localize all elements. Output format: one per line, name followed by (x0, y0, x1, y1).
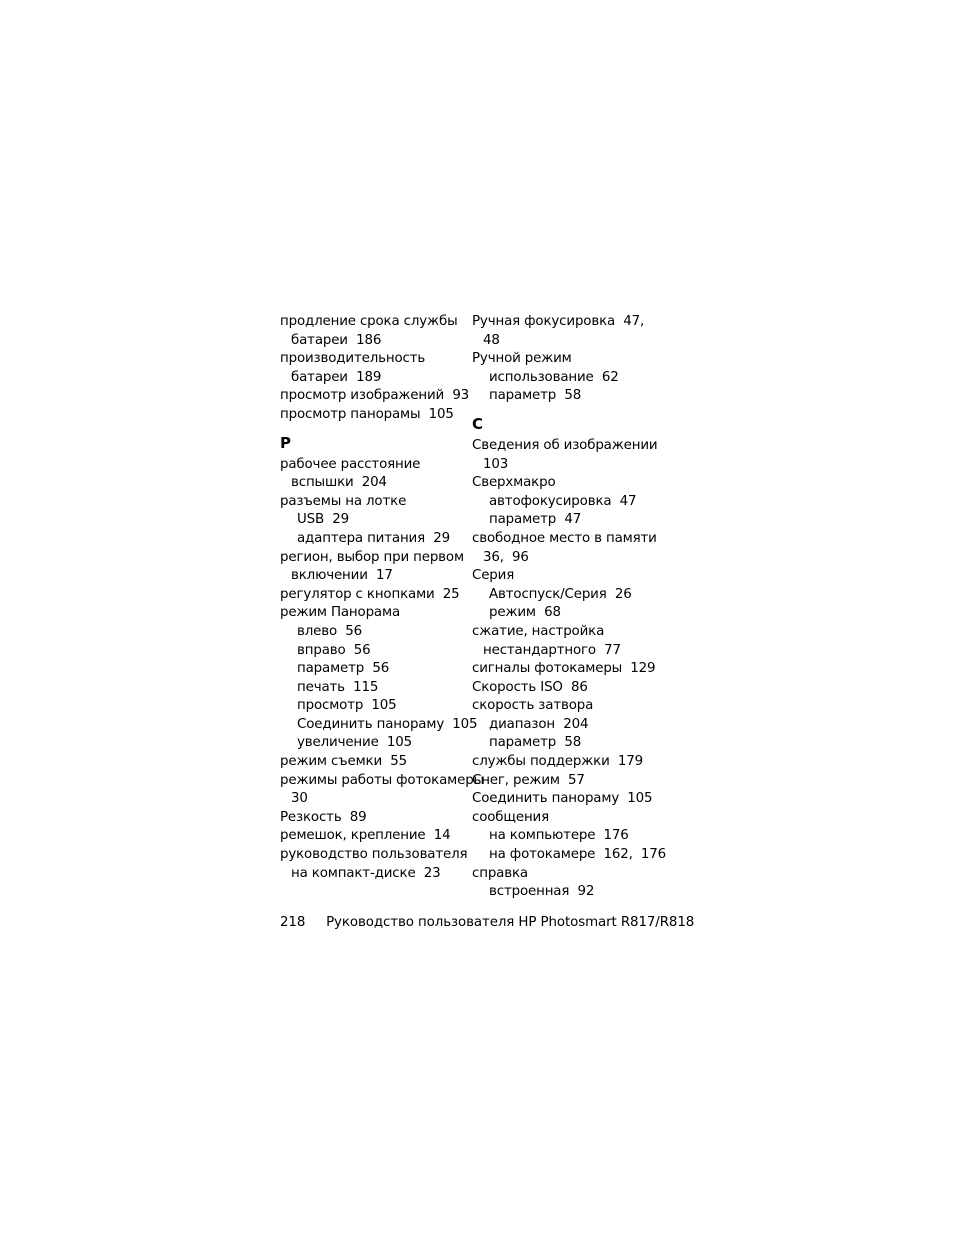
index-subentry: влево 56 (297, 623, 362, 639)
index-entry: разъемы на лотке (280, 493, 407, 509)
index-subentry: вспышки 204 (291, 475, 387, 491)
index-letter-heading: P (280, 433, 291, 452)
index-column-right (472, 313, 667, 902)
index-entry: скорость затвора (472, 698, 594, 714)
index-entry: сжатие, настройка (472, 623, 605, 639)
index-entry: сообщения (472, 809, 550, 825)
index-subentry: батареи 189 (291, 369, 382, 385)
index-subentry: Автоспуск/Серия 26 (489, 586, 632, 602)
index-entry: Резкость 89 (280, 809, 367, 825)
index-entry: производительность (280, 351, 426, 367)
page-number: 218 (280, 915, 306, 930)
index-entry: Скорость ISO 86 (472, 679, 588, 695)
index-subentry: параметр 58 (489, 388, 582, 404)
index-entry: режим съемки 55 (280, 754, 407, 770)
book-title: Руководство пользователя HP Photosmart R817/R818 (326, 915, 695, 930)
index-entry: рабочее расстояние (280, 456, 421, 472)
index-entry: Сверхмакро (472, 475, 556, 491)
index-subentry: USB 29 (297, 512, 349, 528)
index-entry: справка (472, 865, 528, 881)
index-entry: Ручная фокусировка 47, (472, 314, 645, 329)
index-subentry: 30 (291, 791, 308, 807)
index-entry: Сведения об изображении (472, 437, 658, 453)
index-entry: Снег, режим 57 (472, 772, 585, 788)
index-letter-heading: C (472, 414, 484, 433)
index-subentry: 36, 96 (483, 549, 529, 565)
index-entry: Ручной режим (472, 351, 572, 367)
index-subentry: использование 62 (489, 369, 619, 385)
index-subentry: просмотр 105 (297, 698, 397, 714)
index-entry: просмотр изображений 93 (280, 388, 470, 404)
page-footer (280, 914, 694, 932)
index-entry: Соединить панораму 105 (472, 791, 653, 807)
index-subentry: нестандартного 77 (483, 642, 621, 658)
index-subentry: адаптера питания 29 (297, 530, 450, 546)
index-entry: просмотр панорамы 105 (280, 406, 454, 422)
index-subentry: увеличение 105 (297, 735, 412, 751)
index-subentry: на компакт-диске 23 (291, 865, 441, 881)
index-column-left (280, 313, 484, 883)
index-subentry: печать 115 (297, 679, 379, 695)
index-subentry: параметр 47 (489, 512, 582, 528)
index-subentry: на фотокамере 162, 176 (489, 847, 667, 863)
index-subentry: на компьютере 176 (489, 828, 629, 844)
index-subentry: включении 17 (291, 568, 393, 584)
index-entry: ремешок, крепление 14 (280, 828, 451, 844)
index-entry: службы поддержки 179 (472, 754, 643, 770)
index-subentry: встроенная 92 (489, 884, 595, 900)
index-subentry: параметр 58 (489, 735, 582, 751)
index-entry: режимы работы фотокамеры (280, 772, 484, 788)
index-subentry: параметр 56 (297, 661, 390, 677)
index-entry: сигналы фотокамеры 129 (472, 661, 656, 677)
index-subentry: Соединить панораму 105 (297, 716, 478, 732)
index-subentry: 48 (483, 332, 500, 348)
index-entry: руководство пользователя (280, 847, 468, 863)
index-subentry: батареи 186 (291, 332, 382, 348)
index-entry: регион, выбор при первом (280, 549, 464, 565)
index-entry: регулятор с кнопками 25 (280, 586, 460, 602)
index-entry: режим Панорама (280, 605, 400, 621)
index-subentry: вправо 56 (297, 642, 371, 658)
index-entry: Серия (472, 568, 515, 584)
index-entry: продление срока службы (280, 314, 458, 329)
index-subentry: диапазон 204 (489, 716, 589, 732)
index-entry: свободное место в памяти (472, 530, 657, 546)
index-subentry: автофокусировка 47 (489, 493, 637, 509)
index-subentry: режим 68 (489, 605, 561, 621)
index-subentry: 103 (483, 456, 509, 472)
